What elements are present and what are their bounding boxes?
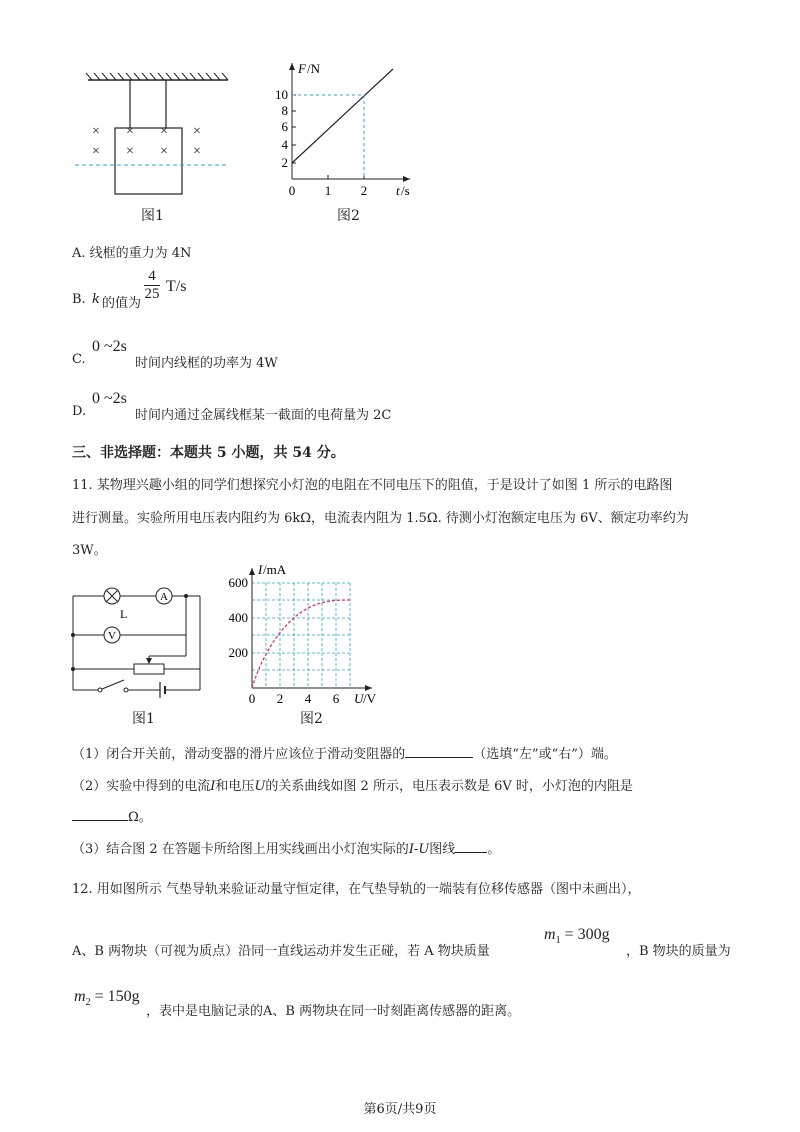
option-b-text: 的值为 [102,296,142,311]
fig2-top-ytick: 8 [281,103,288,118]
option-b-var: k [92,292,100,307]
q11-sub2-var-i: I [210,779,216,794]
q11-sub2-var-u: U [254,779,266,794]
q11-circuit-diagram [68,582,208,707]
option-b-fraction [144,268,160,303]
q12-m2-sub: 2 [85,997,91,1009]
fig2-top-xtick: 1 [324,183,332,198]
q11-sub2-answer [72,806,152,825]
q11-line1: 11. 某物理兴趣小组的同学们想探究小灯泡的电阻在不同电压下的阻值，于是设计了如图 1 所示的电路图 [72,478,673,493]
option-c-text: 时间内线框的功率为 4W [135,356,278,371]
option-b-prefix: B. [72,292,86,307]
q11-fig2-xtick: 6 [332,691,340,706]
q11-fig2-xlabel-unit: /V [363,691,376,706]
q11-sub2 [72,775,633,794]
lamp-label: L [120,607,128,621]
fig2-top-ytick: 2 [281,155,288,170]
q11-fig2-ylabel-unit: /mA [263,562,287,577]
option-d-prefix: D. [72,404,87,419]
q11-sub1-blank[interactable] [405,745,473,758]
fig2-top-graph [262,55,412,200]
q12-line2a: A、B 两物块（可视为质点）沿同一直线运动并发生正碰，若 A 物块质量 [72,944,490,959]
q11-fig1-caption: 图1 [132,711,155,727]
fig2-top-xlabel-var: t [396,183,400,198]
fig2-top-caption: 图2 [337,208,360,224]
fig2-top-ytick: 10 [275,87,288,102]
q12-m2-val: = 150g [94,988,140,1005]
q11-fig2-xtick: 0 [248,691,256,706]
q12-line3: ，表中是电脑记录的A、B 两物块在同一时刻距离传感器的距离。 [146,1004,521,1019]
svg-text:×: × [126,144,134,159]
option-a: A. 线框的重力为 4N [72,246,192,261]
option-d-text: 时间内通过金属线框某一截面的电荷量为 2C [135,408,392,423]
q12-m1-var: m [544,926,556,943]
q11-line2: 进行测量。实验所用电压表内阻约为 6kΩ，电流表内阻为 1.5Ω. 待测小灯泡额定电压为 6V、额定功率约为 [72,511,689,526]
q11-sub3-blank[interactable] [455,840,487,853]
q11-fig2-ytick: 200 [228,645,248,660]
option-c-math: 0 ~2s [92,338,127,355]
q11-sub2-text-a: （2）实验中得到的电流 [72,779,211,794]
q11-fig2-ylabel-var: I [258,562,263,577]
q11-sub3-text-a: （3）结合图 2 在答题卡所给图上用实线画出小灯泡实际的 [72,842,409,857]
fig2-top-ytick: 6 [281,119,288,134]
fig2-top-ylabel-var: F [298,61,306,76]
page-number: 第6页/共9页 [363,1102,437,1117]
option-b-unit: T/s [166,278,187,295]
q12-m1 [544,926,610,946]
fig2-top-ytick: 4 [281,137,288,152]
option-c-prefix: C. [72,352,86,367]
svg-text:×: × [160,144,168,159]
fig2-top-xlabel-unit: /s [401,183,410,198]
section-3-title: 三、非选择题：本题共 5 小题，共 54 分。 [72,445,345,461]
q11-sub2-text-b: 和电压 [215,779,255,794]
svg-text:×: × [92,144,100,159]
q11-fig2-xlabel-var: U [354,691,364,706]
q11-sub1 [72,743,617,762]
q11-sub3 [72,838,500,857]
q11-fig2-ytick: 600 [228,575,248,590]
svg-text:×: × [92,124,100,139]
q11-sub3-text-b: 图线 [429,842,456,857]
voltmeter-label: V [108,630,116,642]
q12-m1-sub: 1 [555,935,561,947]
q12-line2b: ，B 物块的质量为 [626,944,731,959]
q11-sub1-text-a: （1）闭合开关前，滑动变器的滑片应该位于滑动变阻器的 [72,747,406,762]
q11-fig2-xtick: 2 [276,691,284,706]
q11-sub2-text-d: Ω。 [128,810,152,825]
svg-text:×: × [160,124,168,139]
q11-sub1-text-b: （选填“左”或“右”）端。 [473,747,617,762]
fig1-top-diagram [70,62,240,227]
q12-m2-var: m [74,988,86,1005]
option-b-numerator: 4 [148,268,156,284]
q11-sub3-iu: I-U [408,842,430,857]
q11-fig2-ytick: 400 [228,610,248,625]
fig2-top-xtick: 2 [360,183,368,198]
svg-text:×: × [193,144,201,159]
q11-sub3-text-c: 。 [487,842,501,857]
q11-fig2-xtick: 4 [304,691,312,706]
ammeter-label: A [160,591,168,603]
svg-text:×: × [193,124,201,139]
option-b-denominator: 25 [144,286,160,302]
q12-line1: 12. 用如图所示 气垫导轨来验证动量守恒定律，在气垫导轨的一端装有位移传感器（图中未画出）， [72,882,641,897]
q11-iu-graph [222,560,392,710]
q12-m1-val: = 300g [564,926,610,943]
q12-m2 [74,988,140,1008]
fig2-top-xtick: 0 [288,183,296,198]
fig2-top-ylabel-unit: /N [307,61,320,76]
option-d-math: 0 ~2s [92,390,127,407]
q11-line3: 3W。 [72,543,107,558]
svg-text:×: × [126,124,134,139]
q11-sub2-blank[interactable] [72,808,128,821]
q11-fig2-caption: 图2 [300,711,323,727]
q11-sub2-text-c: 的关系曲线如图 2 所示，电压表示数是 6V 时，小灯泡的内阻是 [265,779,633,794]
fig1-top-caption: 图1 [141,208,164,224]
